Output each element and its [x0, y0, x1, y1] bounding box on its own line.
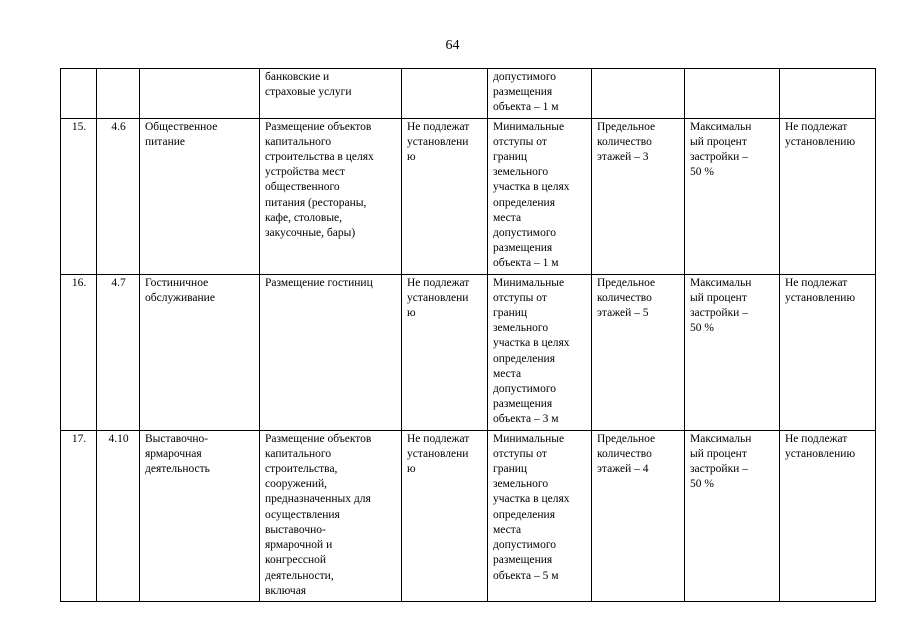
other-params-cell: Не подлежат установлению — [780, 118, 876, 274]
coverage-cell: Максимальн ый процент застройки – 50 % — [685, 430, 780, 601]
use-description-cell: Размещение объектов капитального строительства в целях устройства мест общественного питания (рестораны, кафе, столовые, закусочные, бары) — [260, 118, 402, 274]
use-name-cell: Гостиничное обслуживание — [140, 274, 260, 430]
plot-size-cell: Не подлежат установлени ю — [402, 274, 488, 430]
other-params-cell: Не подлежат установлению — [780, 274, 876, 430]
use-description-cell: Размещение объектов капитального строительства, сооружений, предназначенных для осуществления выставочно- ярмарочной и конгрессной деятельности, включая — [260, 430, 402, 601]
use-code-cell: 4.10 — [97, 430, 140, 601]
other-params-cell — [780, 69, 876, 119]
use-name-cell: Выставочно- ярмарочная деятельность — [140, 430, 260, 601]
setback-cell: Минимальные отступы от границ земельного участка в целях определения места допустимого размещения объекта – 5 м — [488, 430, 592, 601]
use-name-cell: Общественное питание — [140, 118, 260, 274]
setback-cell: допустимого размещения объекта – 1 м — [488, 69, 592, 119]
use-description-cell: Размещение гостиниц — [260, 274, 402, 430]
row-number-cell — [61, 69, 97, 119]
row-number-cell: 15. — [61, 118, 97, 274]
floors-cell: Предельное количество этажей – 3 — [592, 118, 685, 274]
other-params-cell: Не подлежат установлению — [780, 430, 876, 601]
table-row — [61, 274, 876, 430]
use-code-cell: 4.6 — [97, 118, 140, 274]
coverage-cell: Максимальн ый процент застройки – 50 % — [685, 118, 780, 274]
table-row — [61, 69, 876, 119]
use-code-cell — [97, 69, 140, 119]
row-number-cell: 17. — [61, 430, 97, 601]
coverage-cell — [685, 69, 780, 119]
floors-cell: Предельное количество этажей – 5 — [592, 274, 685, 430]
zoning-table — [60, 68, 876, 602]
row-number-cell: 16. — [61, 274, 97, 430]
floors-cell — [592, 69, 685, 119]
use-name-cell — [140, 69, 260, 119]
table-row — [61, 118, 876, 274]
setback-cell: Минимальные отступы от границ земельного участка в целях определения места допустимого размещения объекта – 3 м — [488, 274, 592, 430]
table-row — [61, 430, 876, 601]
plot-size-cell — [402, 69, 488, 119]
coverage-cell: Максимальн ый процент застройки – 50 % — [685, 274, 780, 430]
floors-cell: Предельное количество этажей – 4 — [592, 430, 685, 601]
page-number: 64 — [445, 38, 460, 53]
use-description-cell: банковские и страховые услуги — [260, 69, 402, 119]
setback-cell: Минимальные отступы от границ земельного участка в целях определения места допустимого размещения объекта – 1 м — [488, 118, 592, 274]
plot-size-cell: Не подлежат установлени ю — [402, 430, 488, 601]
plot-size-cell: Не подлежат установлени ю — [402, 118, 488, 274]
use-code-cell: 4.7 — [97, 274, 140, 430]
